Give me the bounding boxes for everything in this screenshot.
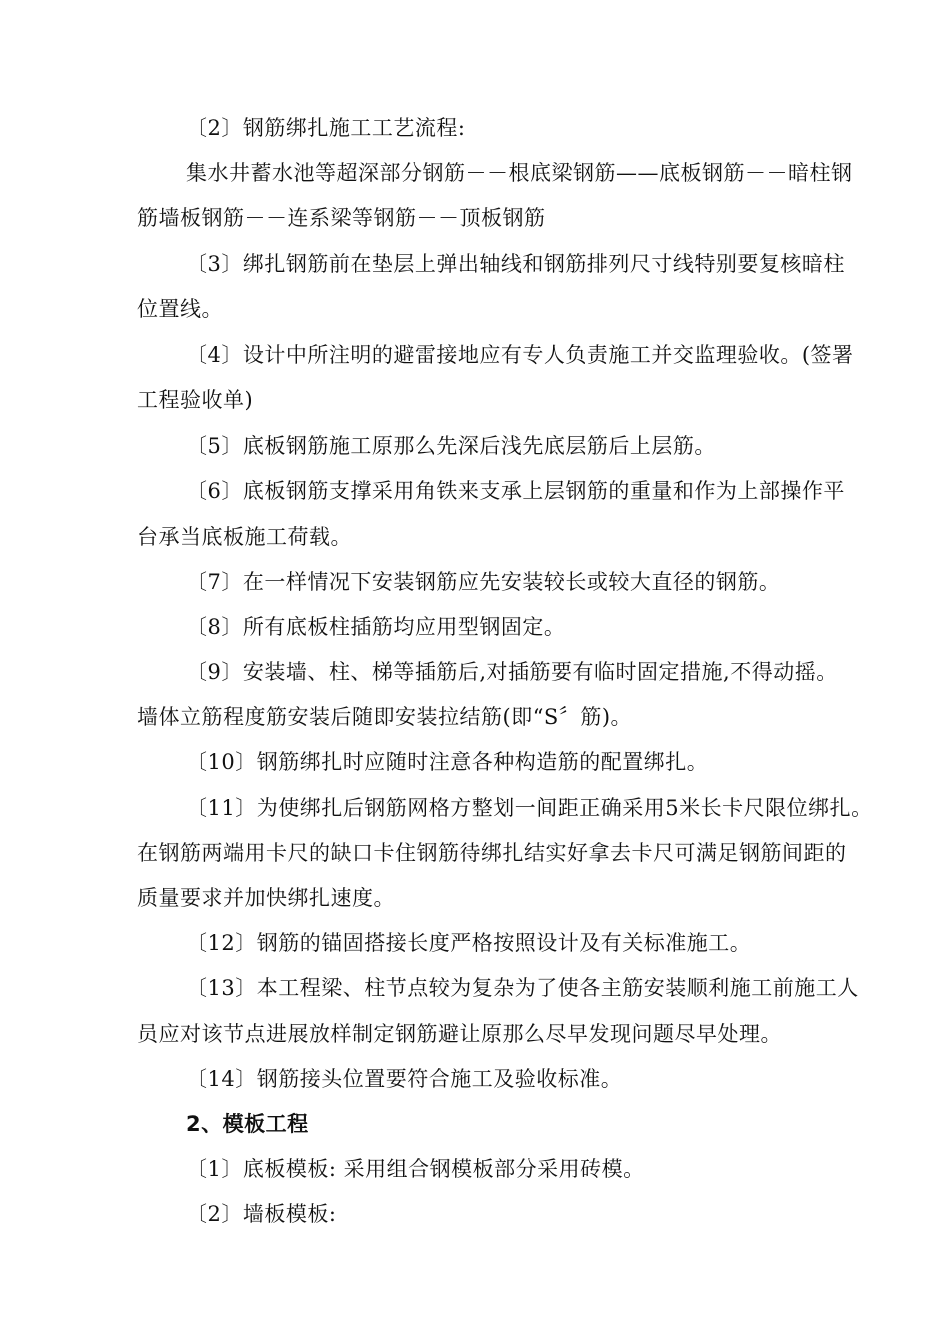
item-9-line-2: 墙体立筋程度筋安装后随即安装拉结筋(即“S〞筋)。 (137, 705, 633, 729)
item-10: 〔10〕钢筋绑扎时应随时注意各种构造筋的配置绑扎。 (186, 750, 709, 774)
item-11-line-1: 〔11〕为使绑扎后钢筋网格方整划一间距正确采用5米长卡尺限位绑扎。 (186, 796, 873, 820)
item-3-line-1: 〔3〕绑扎钢筋前在垫层上弹出轴线和钢筋排列尺寸线特别要复核暗柱 (186, 252, 845, 276)
item-11-line-2: 在钢筋两端用卡尺的缺口卡住钢筋待绑扎结实好拿去卡尺可满足钢筋间距的 (137, 841, 847, 865)
item-14: 〔14〕钢筋接头位置要符合施工及验收标准。 (186, 1067, 623, 1091)
item-12: 〔12〕钢筋的锚固搭接长度严格按照设计及有关标准施工。 (186, 931, 752, 955)
item-5: 〔5〕底板钢筋施工原那么先深后浅先底层筋后上层筋。 (186, 434, 716, 458)
formwork-item-2: 〔2〕墙板模板: (186, 1202, 337, 1226)
item-6-line-1: 〔6〕底板钢筋支撑采用角铁来支承上层钢筋的重量和作为上部操作平 (186, 479, 845, 503)
item-13-line-2: 员应对该节点进展放样制定钢筋避让原那么尽早发现问题尽早处理。 (137, 1022, 782, 1046)
section-heading-formwork: 2、模板工程 (186, 1112, 309, 1136)
flow-text-line-2: 筋墙板钢筋－－连系梁等钢筋－－顶板钢筋 (137, 206, 546, 230)
flow-text-line-1: 集水井蓄水池等超深部分钢筋－－根底梁钢筋——底板钢筋－－暗柱钢 (186, 161, 853, 185)
item-4-line-2: 工程验收单) (137, 388, 254, 412)
item-6-line-2: 台承当底板施工荷载。 (137, 525, 352, 549)
item-4-line-1: 〔4〕设计中所注明的避雷接地应有专人负责施工并交监理验收。(签署 (186, 343, 854, 367)
item-13-line-1: 〔13〕本工程梁、柱节点较为复杂为了使各主筋安装顺利施工前施工人 (186, 976, 859, 1000)
item-8: 〔8〕所有底板柱插筋均应用型钢固定。 (186, 615, 566, 639)
item-11-line-3: 质量要求并加快绑扎速度。 (137, 886, 395, 910)
item-3-line-2: 位置线。 (137, 297, 223, 321)
item-2-flow-title: 〔2〕钢筋绑扎施工工艺流程: (186, 116, 466, 140)
item-7: 〔7〕在一样情况下安装钢筋应先安装较长或较大直径的钢筋。 (186, 570, 781, 594)
item-9-line-1: 〔9〕安装墙、柱、梯等插筋后,对插筋要有临时固定措施,不得动摇。 (186, 660, 838, 684)
formwork-item-1: 〔1〕底板模板: 采用组合钢模板部分采用砖模。 (186, 1157, 645, 1181)
